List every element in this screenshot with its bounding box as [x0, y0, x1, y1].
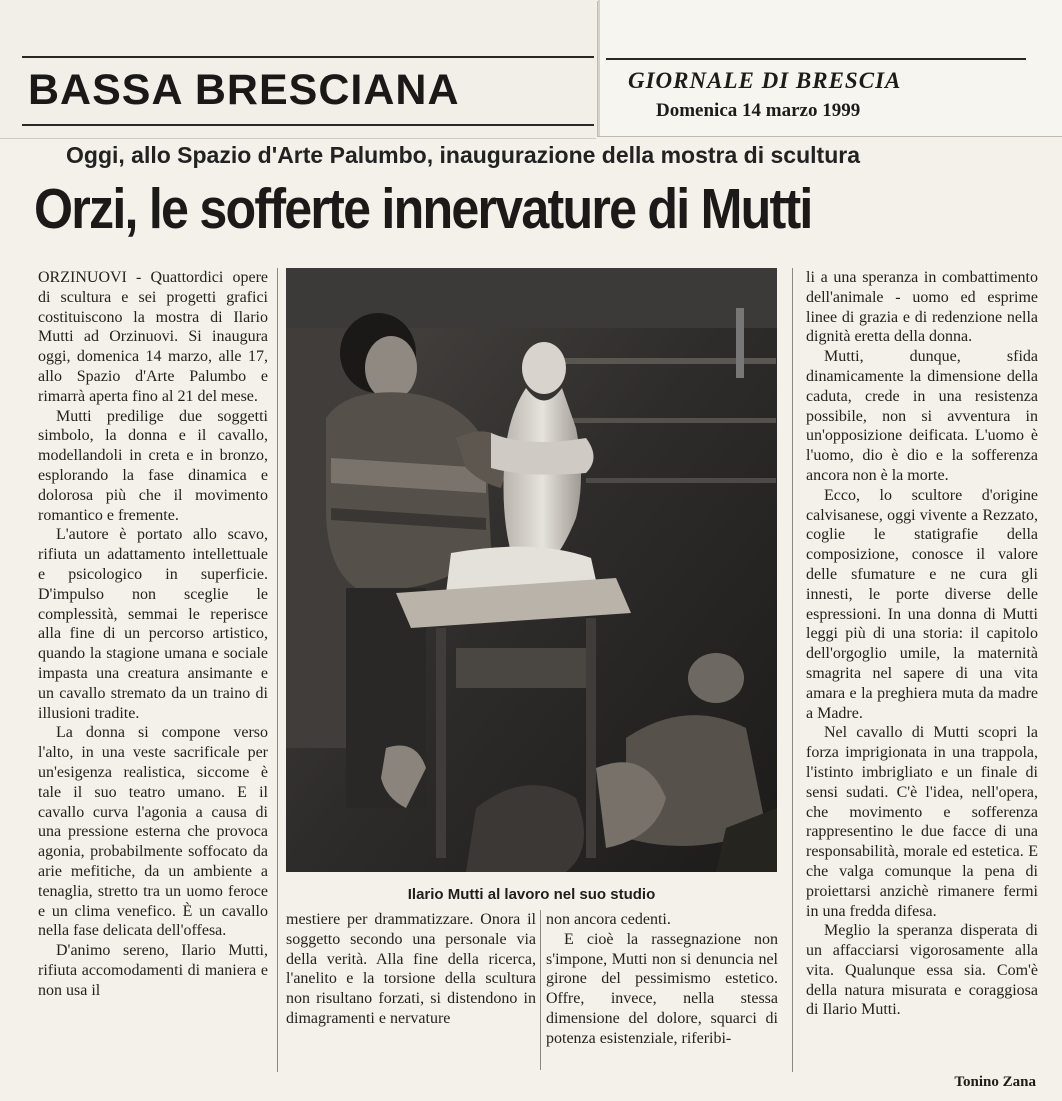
paragraph: La donna si compone verso l'alto, in una veste sacrificale per un'esigenza realistica, siccome è tale il suo teatro umano. E il cavallo curva l'agonia a causa di una pressione esterna che provoca agonia, probabilmente soffocato da arie mefitiche, da un ambiente a tenaglia, stretto tra un uomo feroce e un clima venefico. È un cavallo nella fase delicata dell'offesa.	[38, 724, 268, 940]
article-column-2	[286, 910, 536, 1029]
column-divider	[792, 268, 793, 1072]
paragraph: non ancora cedenti.	[546, 911, 671, 928]
paragraph: Nel cavallo di Mutti scopri la forza imprigionata in una trappola, l'istinto imbrigliato e un finale di sensi sudati. C'è l'idea, nell'opera, che movimento e sofferenza rappresentino le due facce di una responsabilità, morale ed estetica. E che valga comunque la pena di proiettarsi anzichè rimanere fermi in una fredda difesa.	[806, 724, 1038, 920]
newspaper-name: GIORNALE DI BRESCIA	[628, 68, 902, 93]
paragraph: Ecco, lo scultore d'origine calvisanese, oggi vivente a Rezzato, coglie le statigrafie della composizione, conosce il valore delle sfumature e ne cura gli innesti, le porte diverse delle espressioni. In una donna di Mutti leggi più di una storia: il capitolo dell'orgoglio umile, la maternità smagrita nel sapere di una vita amara e la preghiera muta da madre a Madre.	[806, 486, 1038, 722]
column-divider	[540, 910, 541, 1070]
paragraph: Mutti predilige due soggetti simbolo, la donna e il cavallo, modellandoli in creta e in bronzo, esplorando la fase dinamica e dolorosa più che il movimento romantico e fremente.	[38, 407, 268, 524]
section-title: BASSA BRESCIANA	[28, 66, 460, 114]
article-column-4	[806, 268, 1038, 1020]
paragraph: mestiere per drammatizzare. Onora il soggetto secondo una personale via della verità. Alla fine della ricerca, l'anelito e la torsione della scultura non risultano forzati, si distendono in dimagramenti e nervature	[286, 911, 536, 1027]
article-column-1	[38, 268, 268, 1000]
column-divider	[277, 268, 278, 1072]
article-headline: Orzi, le sofferte innervature di Mutti	[34, 177, 812, 241]
article-column-3	[546, 910, 778, 1049]
photo-caption: Ilario Mutti al lavoro nel suo studio	[407, 886, 656, 903]
paragraph: Mutti, dunque, sfida dinamicamente la dimensione della caduta, crede in una resistenza possibile, non si avventura in un'opposizione deificata. L'uomo è l'uomo, dio è dio e la sofferenza ancora non è la morte.	[806, 348, 1038, 484]
paragraph: D'animo sereno, Ilario Mutti, rifiuta accomodamenti di maniera e non usa il	[38, 942, 268, 999]
author-byline: Tonino Zana	[954, 1074, 1036, 1090]
section-rule-bottom	[22, 124, 594, 126]
section-rule-top	[22, 56, 594, 58]
article-kicker: Oggi, allo Spazio d'Arte Palumbo, inaugurazione della mostra di scultura	[66, 142, 860, 168]
paragraph: li a una speranza in combattimento dell'animale - uomo ed esprime linee di grazia e di redenzione nella dignità eretta della donna.	[806, 269, 1038, 346]
studio-photo-illustration	[286, 268, 777, 872]
paragraph: ORZINUOVI - Quattordici opere di scultura e sei progetti grafici costituiscono la mostra di Ilario Mutti ad Orzinuovi. Si inaugura oggi, domenica 14 marzo, alle 17, allo Spazio d'Arte Palumbo e rimarrà aperta fino al 21 del mese.	[38, 269, 268, 405]
paragraph: E cioè la rassegnazione non s'impone, Mutti non si denuncia nel girone del pessimismo estetico. Offre, invece, nella stessa dimensione del dolore, squarci di potenza esistenziale, riferibi-	[546, 930, 778, 1047]
issue-date: Domenica 14 marzo 1999	[656, 100, 861, 121]
sculptor-photo	[286, 268, 777, 872]
paragraph: Meglio la speranza disperata di un affacciarsi vigorosamente alla vita. Qualunque essa sia. Com'è della natura misurata e coraggiosa di Ilario Mutti.	[806, 922, 1038, 1019]
masthead-rule	[606, 58, 1026, 60]
paragraph: L'autore è portato allo scavo, rifiuta un adattamento intellettuale e psicologico in superficie. D'impulso non sceglie le complessità, semmai le reperisce alla fine di un percorso artistico, quando la stagione umana e sociale impasta una creatura ansimante e un cavallo stremato da un traino di illusioni tradite.	[38, 526, 268, 722]
